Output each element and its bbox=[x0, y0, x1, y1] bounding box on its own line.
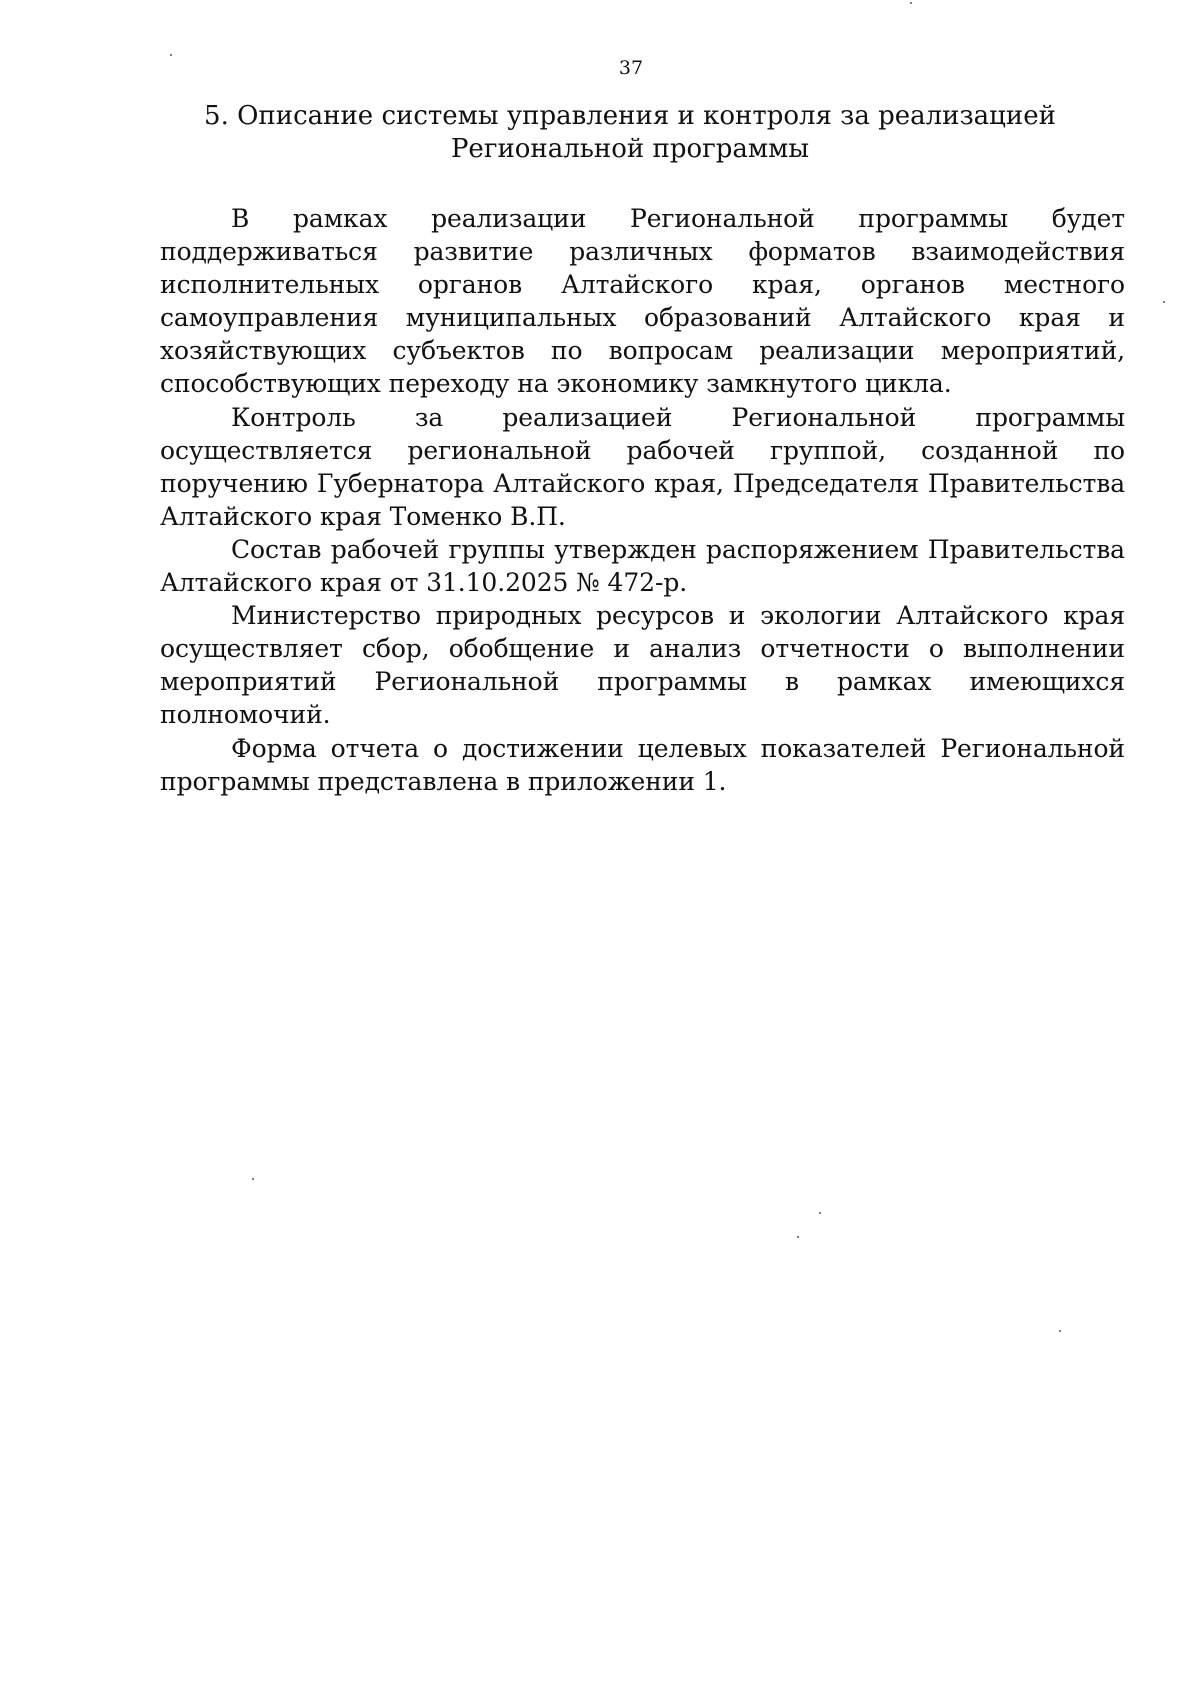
scan-speck bbox=[252, 1178, 254, 1180]
paragraph: Форма отчета о достижении целевых показателей Региональной программы представлена в приложении 1. bbox=[160, 733, 1125, 796]
scan-speck bbox=[819, 1212, 821, 1214]
page-number: 37 bbox=[618, 57, 644, 79]
section-title: 5. Описание системы управления и контроля за реализацией Региональной программы bbox=[204, 101, 1056, 164]
scan-speck bbox=[1059, 1330, 1061, 1332]
paragraph: В рамках реализации Региональной программы будет поддерживаться развитие различных форматов взаимодействия исполнительных органов Алтайского края, органов местного самоуправления муниципальных образований Алтайского края и хозяйствующих субъектов по вопросам реализации мероприятий, способствующих переходу на экономику замкнутого цикла. bbox=[160, 204, 1125, 399]
paragraph: Контроль за реализацией Региональной программы осуществляется региональной рабочей группой, созданной по поручению Губернатора Алтайского края, Председателя Правительства Алтайского края Томенко В.П. bbox=[160, 402, 1125, 531]
paragraph: Министерство природных ресурсов и экологии Алтайского края осуществляет сбор, обобщение и анализ отчетности о выполнении мероприятий Региональной программы в рамках имеющихся полномочий. bbox=[160, 601, 1125, 730]
document-body bbox=[160, 202, 1125, 798]
paragraph: Состав рабочей группы утвержден распоряжением Правительства Алтайского края от 31.10.2025 № 472-р. bbox=[160, 534, 1125, 598]
scan-speck bbox=[797, 1236, 799, 1238]
scan-speck bbox=[170, 54, 172, 56]
scan-speck bbox=[1163, 301, 1165, 303]
scan-speck bbox=[910, 2, 912, 4]
